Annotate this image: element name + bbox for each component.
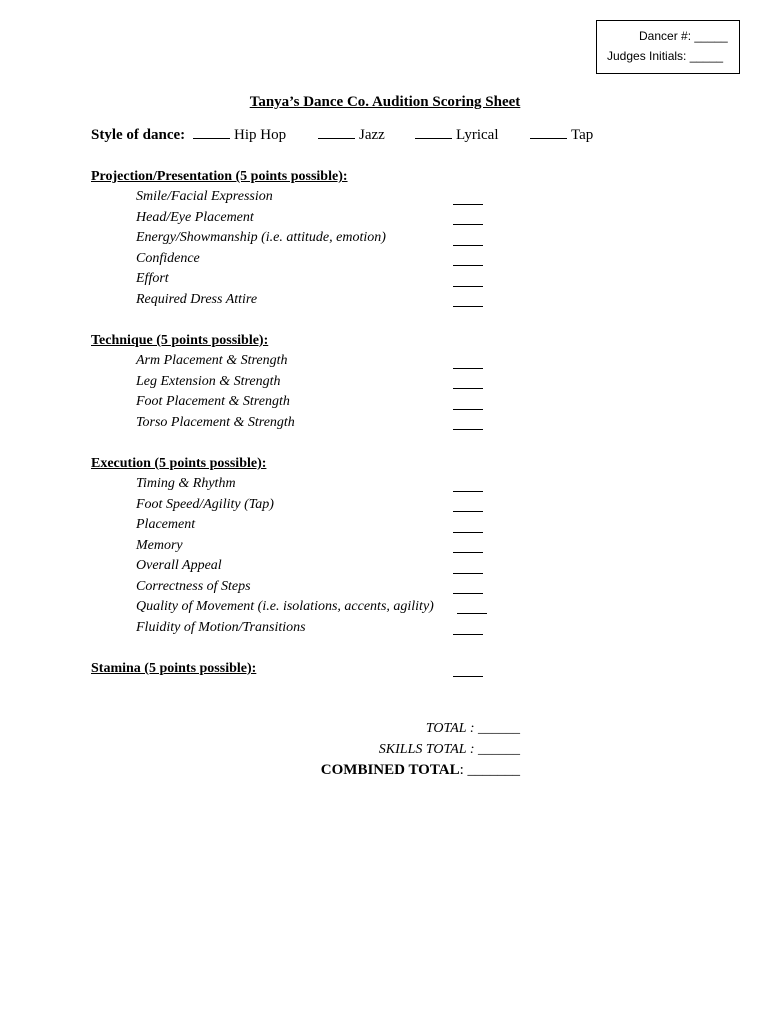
judges-initials-field[interactable]: Judges Initials: _____ xyxy=(607,49,724,63)
style-option-lyrical[interactable]: Lyrical xyxy=(415,127,498,144)
score-line[interactable] xyxy=(453,409,483,410)
dancer-info-box xyxy=(596,20,740,74)
item-label: Foot Placement & Strength xyxy=(136,394,290,409)
item-label: Timing & Rhythm xyxy=(136,476,236,491)
style-option-jazz[interactable]: Jazz xyxy=(318,127,385,144)
item-label: Energy/Showmanship (i.e. attitude, emotion) xyxy=(136,230,386,245)
score-line[interactable] xyxy=(453,306,483,307)
item-label: Foot Speed/Agility (Tap) xyxy=(136,497,274,512)
score-line[interactable] xyxy=(453,388,483,389)
score-line[interactable] xyxy=(453,552,483,553)
page-title: Tanya’s Dance Co. Audition Scoring Sheet xyxy=(249,94,521,110)
combined-total-field[interactable] xyxy=(321,762,520,779)
score-line[interactable] xyxy=(453,286,483,287)
dancer-number-field[interactable]: Dancer #: _____ xyxy=(639,29,728,43)
score-line[interactable] xyxy=(453,429,483,430)
score-line[interactable] xyxy=(453,532,483,533)
section-heading-execution: Execution (5 points possible): xyxy=(91,456,267,471)
score-line[interactable] xyxy=(453,245,483,246)
score-line[interactable] xyxy=(453,265,483,266)
score-line[interactable] xyxy=(453,204,483,205)
style-of-dance-label: Style of dance: xyxy=(91,127,186,143)
section-heading-technique: Technique (5 points possible): xyxy=(91,333,269,348)
section-heading-stamina: Stamina (5 points possible): xyxy=(91,661,257,676)
style-option-tap[interactable]: Tap xyxy=(530,127,593,144)
item-label: Leg Extension & Strength xyxy=(136,374,281,389)
item-label: Fluidity of Motion/Transitions xyxy=(136,620,306,635)
score-line[interactable] xyxy=(453,491,483,492)
item-label: Head/Eye Placement xyxy=(136,210,254,225)
item-label: Required Dress Attire xyxy=(136,292,258,307)
score-line[interactable] xyxy=(453,634,483,635)
item-label: Overall Appeal xyxy=(136,558,222,573)
item-label: Torso Placement & Strength xyxy=(136,415,295,430)
item-label: Smile/Facial Expression xyxy=(136,189,273,204)
item-label: Effort xyxy=(136,271,169,286)
score-line[interactable] xyxy=(453,368,483,369)
style-option-hip-hop[interactable]: Hip Hop xyxy=(193,127,286,144)
section-heading-projection: Projection/Presentation (5 points possible): xyxy=(91,169,348,184)
total-field[interactable]: TOTAL : ______ xyxy=(425,721,520,736)
score-line[interactable] xyxy=(453,511,483,512)
score-line[interactable] xyxy=(453,593,483,594)
item-label: Quality of Movement (i.e. isolations, accents, agility) xyxy=(136,599,434,614)
score-line[interactable] xyxy=(453,224,483,225)
item-label: Arm Placement & Strength xyxy=(136,353,288,368)
score-line[interactable] xyxy=(453,573,483,574)
item-label: Confidence xyxy=(136,251,200,266)
item-label: Correctness of Steps xyxy=(136,579,251,594)
skills-total-field[interactable]: SKILLS TOTAL : ______ xyxy=(378,742,520,757)
combined-total-blank: : _______ xyxy=(459,762,520,778)
score-line[interactable] xyxy=(457,613,487,614)
item-label: Placement xyxy=(136,517,196,532)
combined-total-label: COMBINED TOTAL xyxy=(320,762,460,778)
item-label: Memory xyxy=(136,538,183,553)
score-line[interactable] xyxy=(453,676,483,677)
